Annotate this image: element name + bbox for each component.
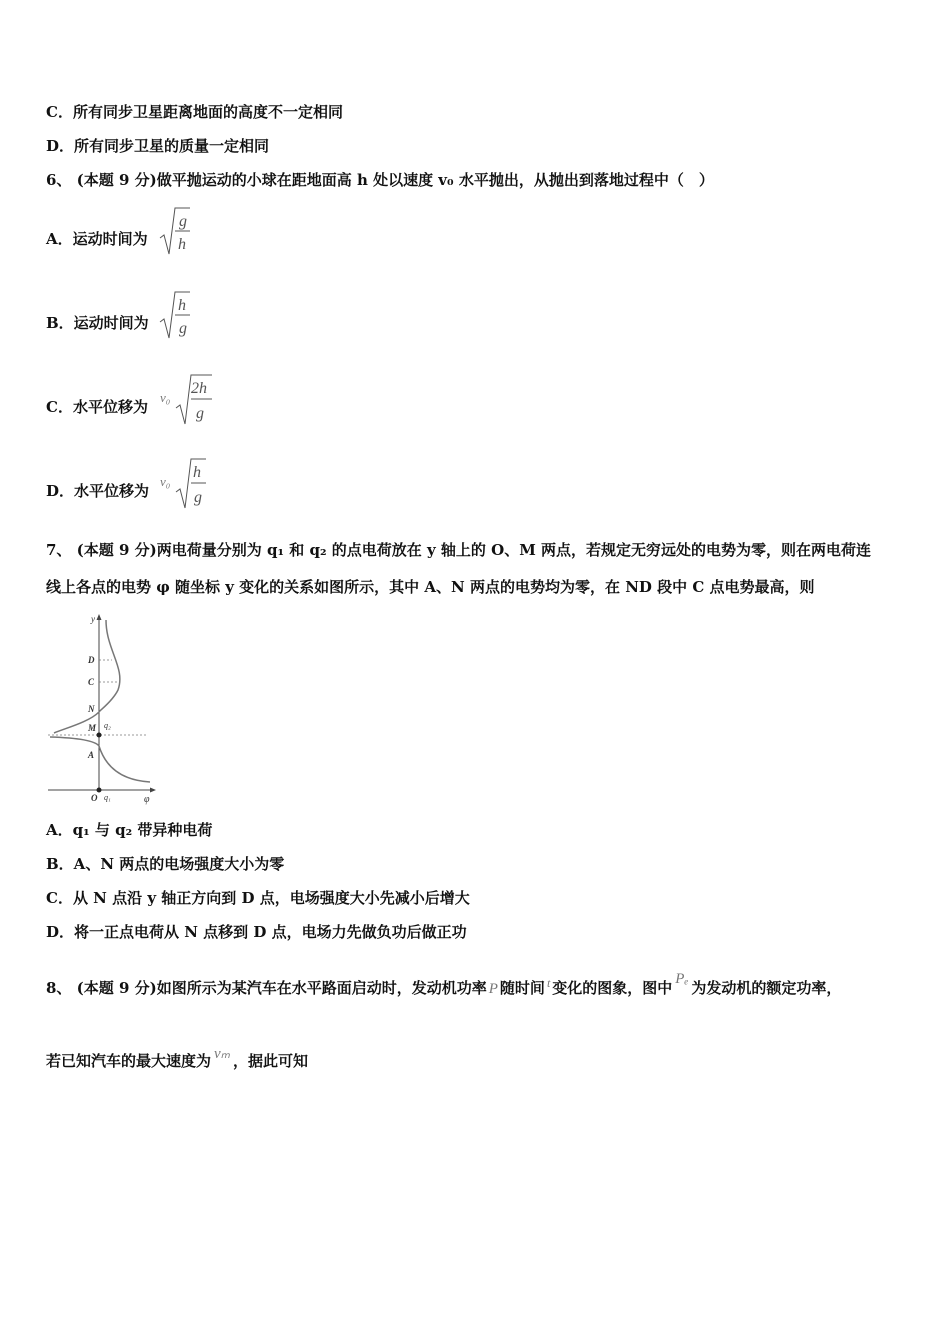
q7-stem-line2: 线上各点的电势 φ 随坐标 y 变化的关系如图所示，其中 A、N 两点的电势均为零，在 ND 段中 C 点电势最高，则 [46, 578, 815, 596]
q7-stem-line1: 7、 (本题 9 分)两电荷量分别为 q₁ 和 q₂ 的点电荷放在 y 轴上的 O、M 两点，若规定无穷远处的电势为零，则在两电荷连 [46, 541, 872, 559]
q8-symbol-vm: vₘ [214, 1046, 231, 1062]
q6-a-numerator: g [179, 213, 187, 230]
q7-option-a: A．q₁ 与 q₂ 带异种电荷 [46, 821, 213, 839]
label-d: D [88, 655, 95, 665]
q1-label: q₁ [104, 793, 111, 802]
q6-stem: 6、 (本题 9 分)做平抛运动的小球在距地面高 h 处以速度 v₀ 水平抛出，从抛出到落地过程中（ ） [46, 171, 714, 189]
q8-stem-line2-b: ，据此可知 [233, 1052, 309, 1070]
q6-option-b: B．运动时间为 [46, 314, 149, 332]
q6-option-c-formula [158, 370, 220, 428]
q5-option-d: D．所有同步卫星的质量一定相同 [46, 137, 270, 155]
label-n: N [88, 704, 95, 714]
label-a: A [88, 750, 95, 760]
q8-stem-part1: 8、 (本题 9 分)如图所示为某汽车在水平路面启动时，发动机功率 [46, 979, 487, 997]
q6-d-denominator: g [194, 489, 202, 506]
q8-stem-part4: 为发动机的额定功率， [691, 979, 842, 997]
phi-axis-label: φ [144, 794, 150, 805]
q6-b-denominator: g [179, 320, 187, 337]
q6-option-a-formula [158, 204, 198, 258]
q2-label: q₂ [104, 721, 111, 730]
q7-option-d: D．将一正点电荷从 N 点移到 D 点，电场力先做负功后做正功 [46, 923, 467, 941]
q6-b-numerator: h [178, 297, 186, 314]
q5-option-c: C．所有同步卫星距离地面的高度不一定相同 [46, 103, 343, 121]
origin-label: O [91, 793, 98, 803]
q6-d-numerator: h [193, 464, 201, 481]
q8-symbol-pe: Pₑ [675, 971, 689, 987]
q8-stem-line2 [46, 1044, 308, 1071]
q6-c-prefix: v₀ [160, 390, 171, 405]
point-m [97, 733, 102, 738]
label-m: M [88, 723, 97, 733]
q7-potential-graph [44, 610, 164, 806]
q8-stem-line2-a: 若已知汽车的最大速度为 [46, 1052, 212, 1070]
q8-symbol-t: t [546, 976, 551, 990]
q8-symbol-p: P [488, 981, 498, 997]
potential-curve-lower [50, 737, 150, 782]
q6-option-b-formula [158, 288, 198, 342]
q6-c-denominator: g [196, 405, 204, 422]
point-o [97, 788, 102, 793]
q8-stem-part3: 变化的图象，图中 [552, 979, 673, 997]
q6-d-prefix: v₀ [160, 474, 171, 489]
q6-option-d: D．水平位移为 [46, 482, 150, 500]
q8-stem-line1 [46, 969, 841, 999]
q7-option-c: C．从 N 点沿 y 轴正方向到 D 点，电场强度大小先减小后增大 [46, 889, 470, 907]
q6-option-c: C．水平位移为 [46, 398, 148, 416]
potential-curve-upper [54, 620, 120, 733]
y-axis-label: y [91, 614, 95, 624]
q6-option-d-formula [158, 454, 214, 512]
label-c: C [88, 677, 95, 687]
q6-a-denominator: h [178, 236, 186, 253]
q6-option-a: A．运动时间为 [46, 230, 148, 248]
q7-option-b: B．A、N 两点的电场强度大小为零 [46, 855, 285, 873]
q6-c-numerator: 2h [191, 380, 207, 397]
q8-stem-part2: 随时间 [499, 979, 545, 997]
